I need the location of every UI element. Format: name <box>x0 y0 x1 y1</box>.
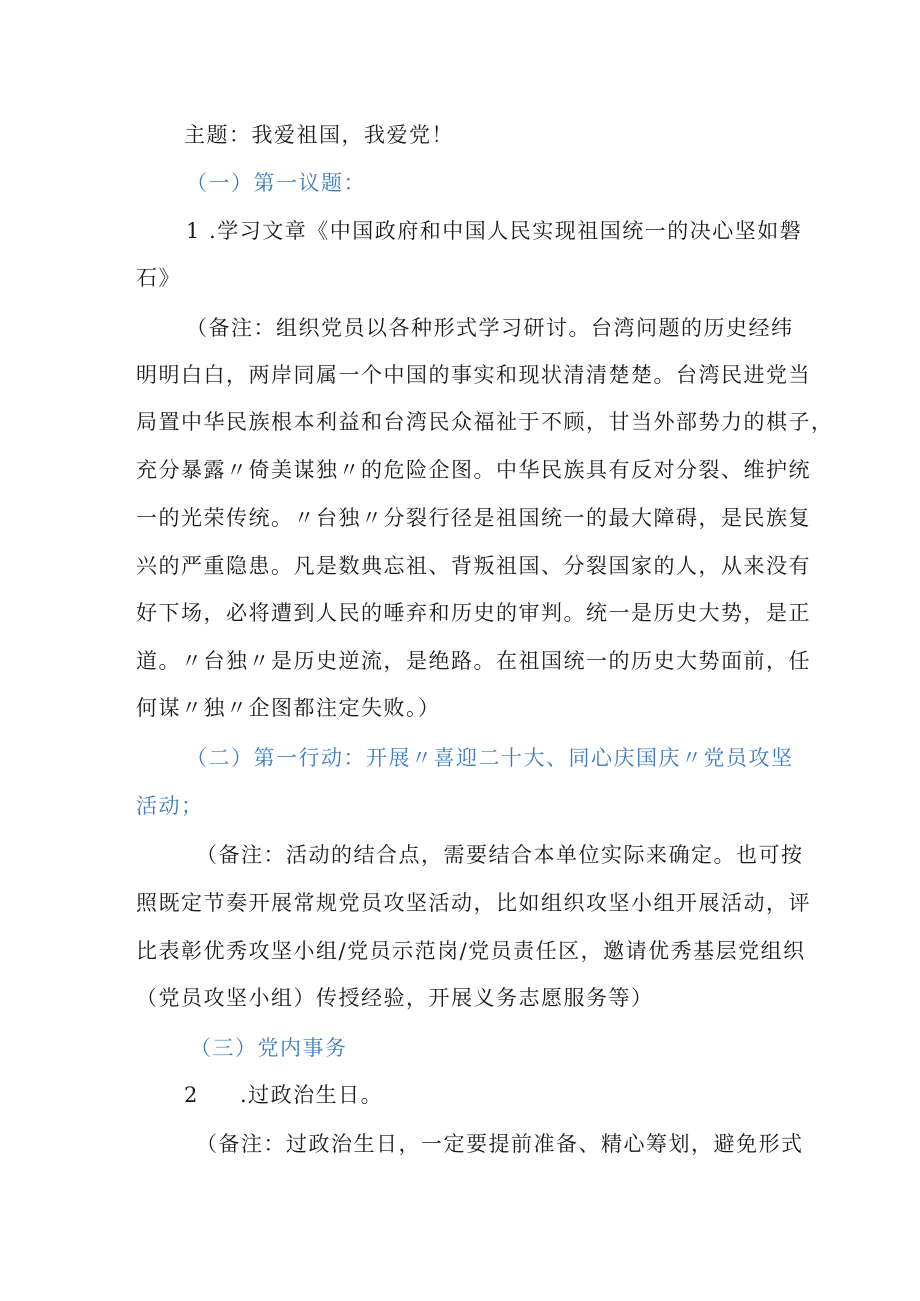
item-2-number: 2 <box>184 1083 199 1107</box>
note-3-line: （备注：过政治生日，一定要提前准备、精心筹划，避免形式 <box>196 1132 804 1156</box>
note-1-line: 明明白白，两岸同属一个中国的事实和现状清清楚楚。台湾民进党当 <box>136 363 811 387</box>
item-2-text: .过政治生日。 <box>240 1083 384 1107</box>
note-1-line: 道。〃台独〃是历史逆流，是绝路。在祖国统一的历史大势面前，任 <box>136 649 811 673</box>
item-1-title-line-2: 石》 <box>136 266 181 290</box>
theme-line: 主题：我爱祖国，我爱党！ <box>184 123 454 147</box>
note-1-line: 兴的严重隐患。凡是数典忘祖、背叛祖国、分裂国家的人，从来没有 <box>136 554 811 578</box>
note-1-line: 一的光荣传统。〃台独〃分裂行径是祖国统一的最大障碍，是民族复 <box>136 506 811 530</box>
note-2-line: （党员攻坚小组）传授经验，开展义务志愿服务等） <box>136 986 654 1010</box>
note-1-line: 何谋〃独〃企图都注定失败。） <box>136 696 441 720</box>
note-1-line: 局置中华民族根本利益和台湾民众福祉于不顾，甘当外部势力的棋子， <box>136 410 834 434</box>
note-1-line: 好下场，必将遭到人民的唾弃和历史的审判。统一是历史大势，是正 <box>136 601 811 625</box>
section-2-heading-line-1: （二）第一行动：开展〃喜迎二十大、同心庆国庆〃党员攻坚 <box>186 746 794 770</box>
item-1-title-line-1: 1 .学习文章《中国政府和中国人民实现祖国统一的决心坚如磐 <box>186 219 803 243</box>
section-3-heading: （三）党内事务 <box>190 1036 348 1060</box>
note-2-line: 比表彰优秀攻坚小组/党员示范岗/党员责任区，邀请优秀基层党组织 <box>136 939 806 963</box>
note-1-line: （备注：组织党员以各种形式学习研讨。台湾问题的历史经纬 <box>186 316 794 340</box>
section-2-heading-line-2: 活动； <box>136 794 204 818</box>
section-1-heading: （一）第一议题： <box>186 171 366 195</box>
note-2-line: （备注：活动的结合点，需要结合本单位实际来确定。也可按 <box>196 843 804 867</box>
note-2-line: 照既定节奏开展常规党员攻坚活动，比如组织攻坚小组开展活动，评 <box>136 891 811 915</box>
note-1-line: 充分暴露〃倚美谋独〃的危险企图。中华民族具有反对分裂、维护统 <box>136 458 811 482</box>
